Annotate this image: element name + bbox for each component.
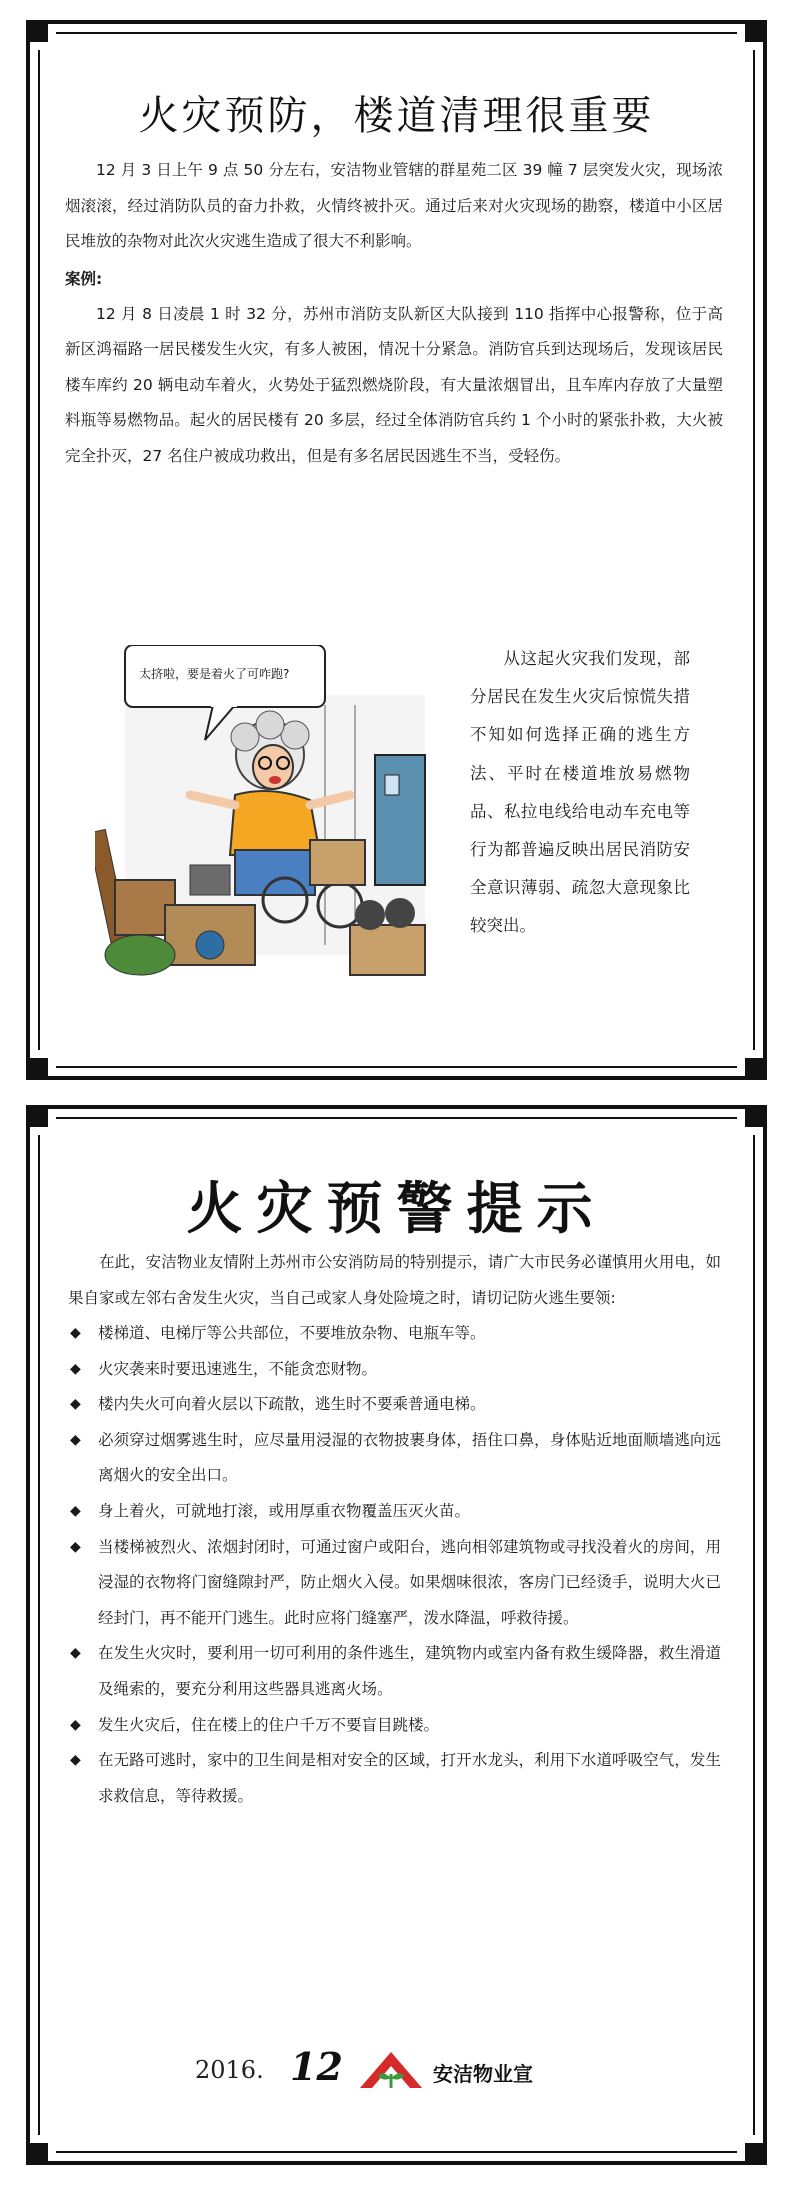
tip-item: [68, 1530, 721, 1637]
tip-text: 楼梯道、电梯厅等公共部位，不要堆放杂物、电瓶车等。: [98, 1324, 486, 1342]
tip-text: 在无路可逃时，家中的卫生间是相对安全的区域，打开水龙头，利用下水道呼吸空气，发生求救信息，等待救援。: [98, 1751, 721, 1805]
corner-top-right: [745, 1105, 767, 1127]
tip-text: 身上着火，可就地打滚，或用厚重衣物覆盖压灭火苗。: [98, 1501, 471, 1520]
corner-top-right: [745, 20, 767, 42]
footer: [0, 2044, 793, 2094]
tip-text: 楼内失火可向着火层以下疏散，逃生时不要乘普通电梯。: [98, 1395, 486, 1414]
frame-inner-left: [38, 50, 40, 1050]
diamond-bullet-icon: ◆: [70, 1396, 81, 1413]
speech-bubble-text: 太挤啦，要是着火了可咋跑?: [139, 667, 290, 681]
tip-text: 发生火灾后，住在楼上的住户千万不要盲目跳楼。: [98, 1715, 440, 1734]
frame-outer-left: [26, 42, 30, 1058]
tip-item: [68, 1708, 721, 1744]
notice-title: 火灾预防，楼道清理很重要: [138, 93, 655, 139]
diamond-bullet-icon: ◆: [70, 1502, 81, 1519]
notice-intro: 12 月 3 日上午 9 点 50 分左右，安洁物业管辖的群星苑二区 39 幢 7 层突发火灾，现场浓烟滚滚，经过消防队员的奋力扑救，火情终被扑灭。通过后来对火灾现场的勘察，楼道中小区居民堆放的杂物对此次火灾逃生造成了很大不利影响。: [65, 161, 723, 250]
diamond-bullet-icon: ◆: [70, 1325, 81, 1341]
frame-inner-bottom: [56, 1066, 737, 1068]
side-text-content: 从这起火灾我们发现，部分居民在发生火灾后惊慌失措不知如何选择正确的逃生方法、平时在楼道堆放易燃物品、私拉电线给电动车充电等行为都普遍反映出居民消防安全意识薄弱、疏忽大意现象比较突出。: [470, 649, 690, 936]
side-text: [470, 640, 690, 946]
frame-inner-right: [753, 50, 755, 1050]
frame-inner-top: [56, 32, 737, 34]
corner-bottom-left: [26, 1058, 48, 1080]
footer-month: 12: [290, 2044, 343, 2089]
frame-inner-right: [753, 1135, 755, 2135]
case-label: 案例:: [65, 269, 103, 288]
footer-year: 2016.: [195, 2056, 264, 2084]
diamond-bullet-icon: ◆: [70, 1538, 81, 1555]
frame-inner-top: [56, 1117, 737, 1119]
frame-inner-left: [38, 1135, 40, 2135]
diamond-bullet-icon: ◆: [70, 1752, 81, 1769]
corner-bottom-right: [745, 1058, 767, 1080]
tip-item: [68, 1636, 721, 1707]
frame-inner-bottom: [56, 2151, 737, 2153]
tips-list: [68, 1316, 721, 1814]
tip-item: [68, 1316, 721, 1352]
cartoon-illustration: [95, 645, 455, 990]
footer-company: 安洁物业宣: [433, 2062, 533, 2086]
diamond-bullet-icon: ◆: [70, 1645, 81, 1662]
notice-body: [65, 153, 723, 474]
frame-outer-right: [763, 42, 767, 1058]
tip-text: 火灾袭来时要迅速逃生，不能贪恋财物。: [98, 1359, 378, 1378]
tip-item: [68, 1743, 721, 1814]
tip-text: 在发生火灾时，要利用一切可利用的条件逃生，建筑物内或室内备有救生缓降器，救生滑道及绳索的，要充分利用这些器具逃离火场。: [98, 1644, 721, 1698]
tip-item: [68, 1352, 721, 1388]
tip-item: [68, 1387, 721, 1423]
frame-outer-left: [26, 1127, 30, 2143]
diamond-bullet-icon: ◆: [70, 1431, 81, 1448]
corner-bottom-right: [745, 2143, 767, 2165]
corner-top-left: [26, 20, 48, 42]
company-logo-icon: [356, 2048, 426, 2094]
diamond-bullet-icon: ◆: [70, 1716, 81, 1733]
warning-body: [68, 1245, 721, 1814]
frame-outer-top: [48, 1105, 745, 1109]
frame-outer-right: [763, 1127, 767, 2143]
warning-intro: 在此，安洁物业友情附上苏州市公安消防局的特别提示，请广大市民务必谨慎用火用电，如果自家或左邻右舍发生火灾，当自己或家人身处险境之时，请切记防火逃生要领:: [68, 1253, 721, 1307]
frame-outer-bottom: [48, 2161, 745, 2165]
case-text: 12 月 8 日凌晨 1 时 32 分，苏州市消防支队新区大队接到 110 指挥中心报警称，位于高新区鸿福路一居民楼发生火灾，有多人被困，情况十分紧急。消防官兵到达现场后，发现该居民楼车库约 20 辆电动车着火，火势处于猛烈燃烧阶段，有大量浓烟冒出，且车库内存放了大量塑料瓶等易燃物品。起火的居民楼有 20 多层，经过全体消防官兵约 1 个小时的紧张扑救，大火被完全扑灭，27 名住户被成功救出，但是有多名居民因逃生不当，受轻伤。: [65, 304, 723, 465]
tip-text: 当楼梯被烈火、浓烟封闭时，可通过窗户或阳台，逃向相邻建筑物或寻找没着火的房间，用浸湿的衣物将门窗缝隙封严，防止烟火入侵。如果烟味很浓，客房门已经烫手，说明大火已经封门，再不能开门逃生。此时应将门缝塞严，泼水降温，呼救待援。: [98, 1537, 721, 1627]
tip-item: [68, 1423, 721, 1494]
frame-outer-bottom: [48, 1076, 745, 1080]
tip-item: [68, 1494, 721, 1530]
corner-bottom-left: [26, 2143, 48, 2165]
warning-title: 火灾预警提示: [186, 1176, 607, 1242]
diamond-bullet-icon: ◆: [70, 1360, 81, 1377]
tip-text: 必须穿过烟雾逃生时，应尽量用浸湿的衣物披裹身体，捂住口鼻，身体贴近地面顺墙逃向远离烟火的安全出口。: [98, 1430, 721, 1485]
frame-outer-top: [48, 20, 745, 24]
corner-top-left: [26, 1105, 48, 1127]
